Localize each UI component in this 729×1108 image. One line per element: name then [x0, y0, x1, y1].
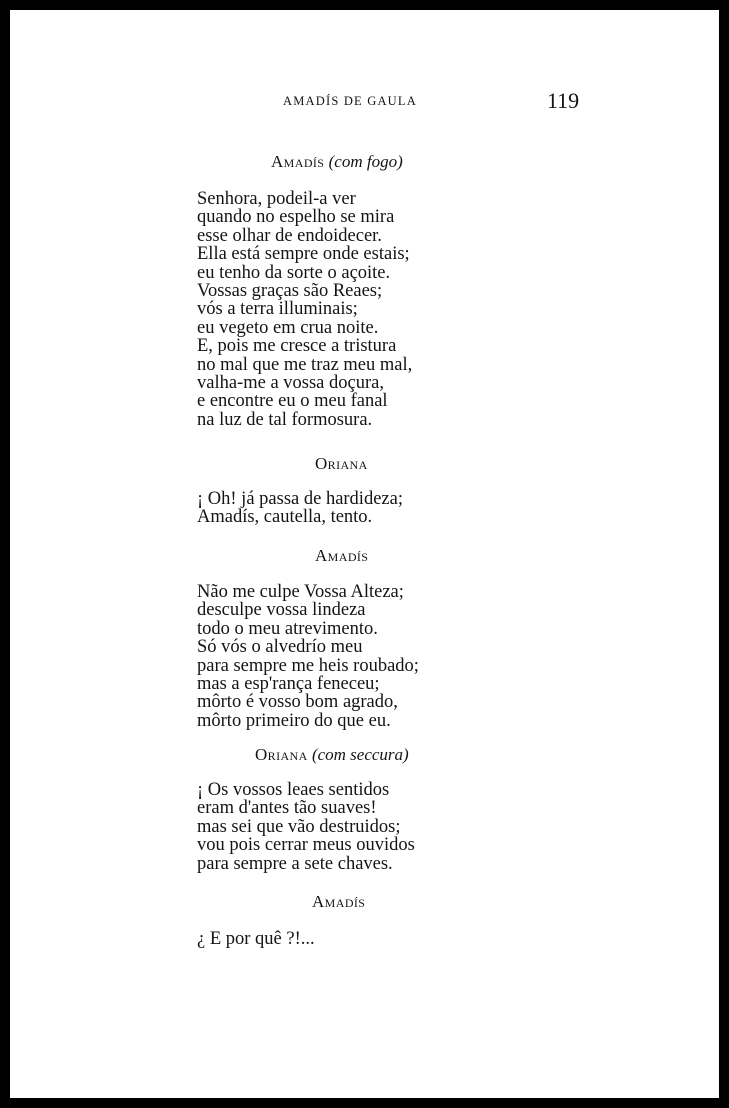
speaker-name: Oriana	[315, 454, 368, 473]
book-page	[10, 10, 719, 1098]
speaker-name: Amadís	[315, 546, 369, 565]
speaker-heading	[312, 892, 365, 912]
verse-line: eu tenho da sorte o açoite.	[197, 262, 391, 283]
verse-line: no mal que me traz meu mal,	[197, 354, 413, 375]
verse-stanza	[197, 781, 415, 873]
verse-line: esse olhar de endoidecer.	[197, 225, 382, 246]
stage-direction: (com fogo)	[328, 152, 403, 171]
verse-line: mas sei que vão destruidos;	[197, 816, 401, 837]
verse-line: vou pois cerrar meus ouvidos	[197, 835, 415, 856]
verse-line: Só vós o alvedrío meu	[197, 637, 363, 658]
speaker-heading	[271, 152, 403, 172]
speaker-name: Amadís	[271, 152, 325, 171]
verse-line: para sempre me heis roubado;	[197, 655, 419, 676]
verse-line: Ella está sempre onde estais;	[197, 244, 410, 265]
verse-line: Não me culpe Vossa Alteza;	[197, 582, 404, 602]
verse-line: Vossas graças são Reaes;	[197, 281, 383, 302]
verse-stanza	[197, 930, 315, 948]
running-title: AMADÍS DE GAULA	[283, 94, 417, 108]
speaker-name: Amadís	[312, 892, 366, 911]
speaker-name: Oriana	[255, 745, 308, 764]
speaker-heading	[315, 454, 368, 474]
speaker-heading	[315, 546, 368, 566]
verse-line: quando no espelho se mira	[197, 207, 395, 228]
verse-stanza	[197, 190, 412, 429]
verse-line: ¿ E por quê ?!...	[197, 929, 315, 949]
speaker-heading	[255, 745, 409, 765]
verse-stanza	[197, 490, 403, 527]
verse-line: môrto é vosso bom agrado,	[197, 692, 398, 713]
verse-line: Amadís, cautella, tento.	[197, 507, 373, 528]
verse-line: na luz de tal formosura.	[197, 409, 373, 430]
verse-line: vós a terra illuminais;	[197, 299, 358, 320]
verse-stanza	[197, 583, 419, 730]
verse-line: para sempre a sete chaves.	[197, 853, 393, 874]
verse-line: e encontre eu o meu fanal	[197, 391, 388, 412]
verse-line: eu vegeto em crua noite.	[197, 317, 379, 338]
verse-line: todo o meu atrevimento.	[197, 618, 378, 639]
verse-line: môrto primeiro do que eu.	[197, 710, 391, 731]
verse-line: E, pois me cresce a tristura	[197, 336, 397, 357]
verse-line: valha-me a vossa doçura,	[197, 373, 384, 394]
page-number: 119	[547, 88, 580, 113]
verse-line: eram d'antes tão suaves!	[197, 798, 377, 819]
stage-direction: (com seccura)	[311, 745, 409, 764]
verse-line: ¡ Oh! já passa de hardideza;	[197, 489, 403, 509]
verse-line: desculpe vossa lindeza	[197, 600, 366, 621]
verse-line: Senhora, podeil-a ver	[197, 189, 356, 209]
verse-line: mas a esp'rança feneceu;	[197, 674, 380, 695]
verse-line: ¡ Os vossos leaes sentidos	[197, 780, 390, 800]
